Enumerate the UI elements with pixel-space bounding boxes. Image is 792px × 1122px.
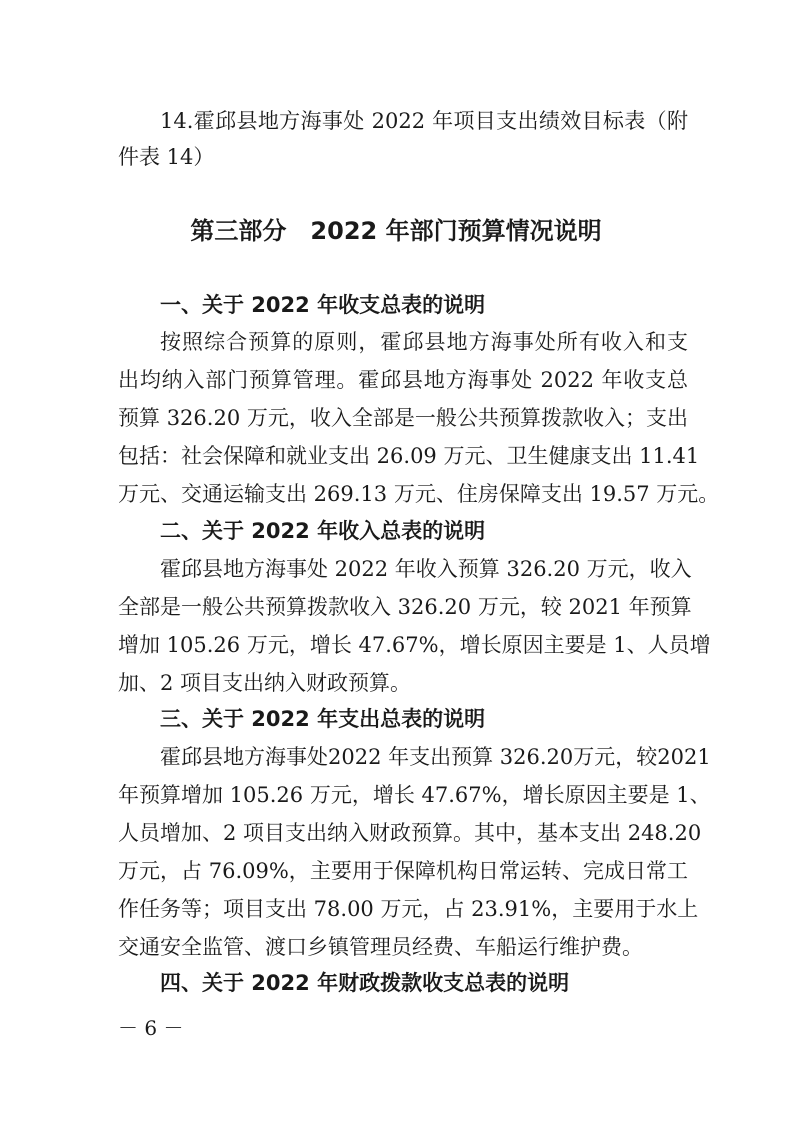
section-1-heading: 一、关于 2022 年收支总表的说明	[160, 293, 486, 317]
section-3-line: 作任务等；项目支出 78.00 万元，占 23.91%，主要用于水上	[118, 897, 699, 921]
section-1-line: 按照综合预算的原则，霍邱县地方海事处所有收入和支	[160, 330, 688, 354]
section-3-line: 交通安全监管、渡口乡镇管理员经费、车船运行维护费。	[118, 935, 643, 959]
part-title: 2022 年部门预算情况说明	[310, 217, 602, 245]
section-3-line: 年预算增加 105.26 万元，增长 47.67%，增长原因主要是 1、	[118, 783, 711, 807]
section-2-line: 增加 105.26 万元，增长 47.67%，增长原因主要是 1、人员增	[118, 633, 711, 657]
section-3-heading: 三、关于 2022 年支出总表的说明	[160, 707, 486, 731]
section-1-line: 万元、交通运输支出 269.13 万元、住房保障支出 19.57 万元。	[118, 482, 720, 506]
section-1-line: 预算 326.20 万元，收入全部是一般公共预算拨款收入；支出	[118, 406, 688, 430]
part-label: 第三部分	[190, 217, 287, 245]
section-3-line: 万元，占 76.09%，主要用于保障机构日常运转、完成日常工	[118, 859, 688, 883]
section-2-heading: 二、关于 2022 年收入总表的说明	[160, 519, 486, 543]
page-number: － 6 －	[118, 1016, 184, 1040]
section-2-line: 加、2 项目支出纳入财政预算。	[118, 671, 412, 695]
intro-line-2: 件表 14）	[118, 145, 215, 169]
intro-line-1: 14.霍邱县地方海事处 2022 年项目支出绩效目标表（附	[160, 109, 688, 133]
section-1-line: 出均纳入部门预算管理。霍邱县地方海事处 2022 年收支总	[118, 368, 688, 392]
section-1-line: 包括：社会保障和就业支出 26.09 万元、卫生健康支出 11.41	[118, 444, 700, 468]
section-3-line: 霍邱县地方海事处2022 年支出预算 326.20万元，较2021	[160, 745, 711, 769]
section-2-line: 全部是一般公共预算拨款收入 326.20 万元，较 2021 年预算	[118, 595, 692, 619]
section-3-line: 人员增加、2 项目支出纳入财政预算。其中，基本支出 248.20	[118, 821, 702, 845]
section-4-heading: 四、关于 2022 年财政拨款收支总表的说明	[160, 971, 570, 995]
part-heading	[0, 214, 792, 248]
section-2-line: 霍邱县地方海事处 2022 年收入预算 326.20 万元，收入	[160, 557, 692, 581]
